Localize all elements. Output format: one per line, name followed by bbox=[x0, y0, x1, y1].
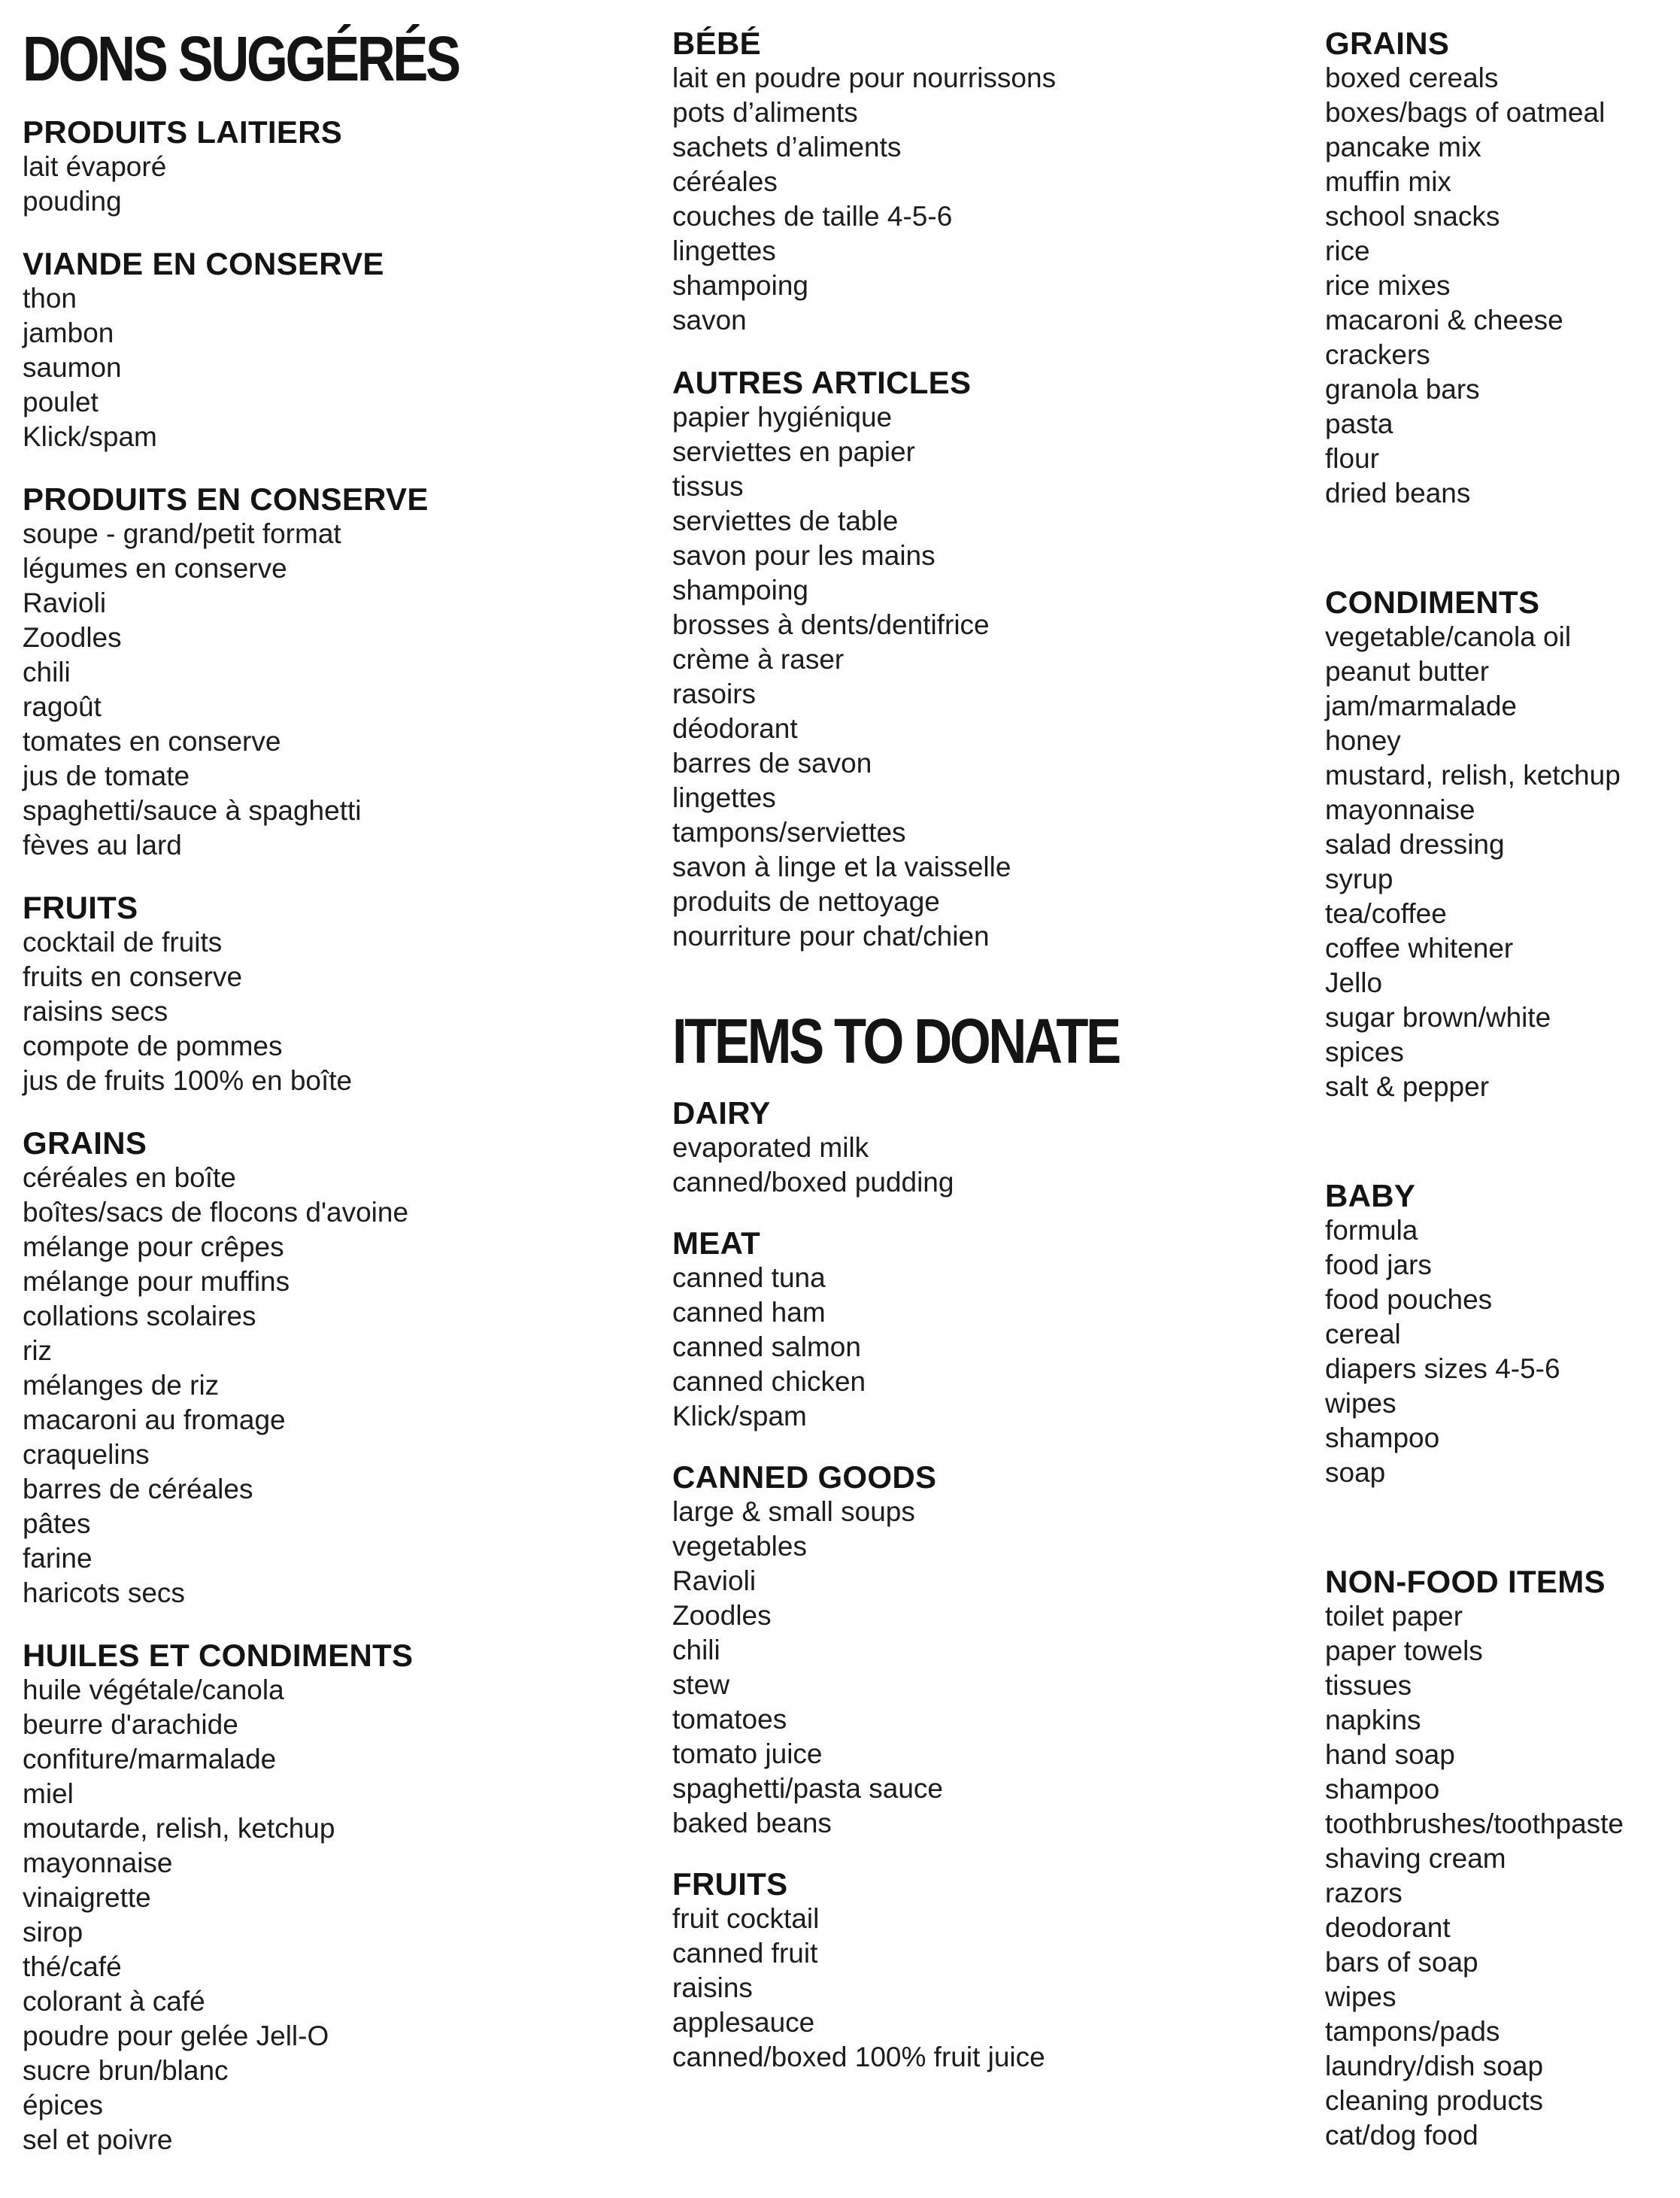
section-viande-en-conserve bbox=[23, 246, 639, 454]
list-item: savon à linge et la vaisselle bbox=[672, 852, 1011, 883]
list-item: savon bbox=[672, 305, 747, 336]
list-item: papier hygiénique bbox=[672, 402, 893, 433]
list-item: barres de céréales bbox=[23, 1474, 253, 1505]
list-item: chili bbox=[23, 657, 71, 688]
list-item: ragoût bbox=[23, 691, 102, 723]
item-list bbox=[23, 150, 639, 219]
list-item: canned chicken bbox=[672, 1366, 866, 1398]
list-item: formula bbox=[1325, 1215, 1418, 1246]
section-condiments bbox=[1325, 584, 1680, 1104]
section-title: GRAINS bbox=[23, 1125, 147, 1161]
list-item: napkins bbox=[1325, 1705, 1421, 1736]
section-title: FRUITS bbox=[23, 890, 138, 926]
list-item: shampoo bbox=[1325, 1774, 1440, 1805]
section-produits-laitiers bbox=[23, 114, 639, 219]
list-item: sugar brown/white bbox=[1325, 1002, 1551, 1034]
list-item: bars of soap bbox=[1325, 1947, 1478, 1978]
list-item: shampoing bbox=[672, 575, 809, 606]
list-item: déodorant bbox=[672, 713, 798, 745]
section-title: HUILES ET CONDIMENTS bbox=[23, 1638, 414, 1674]
section-title: GRAINS bbox=[1325, 26, 1450, 61]
list-item: sachets d’aliments bbox=[672, 132, 902, 163]
list-item: beurre d'arachide bbox=[23, 1709, 238, 1741]
list-item: canned tuna bbox=[672, 1262, 826, 1294]
list-item: huile végétale/canola bbox=[23, 1674, 284, 1706]
item-list bbox=[672, 400, 1304, 954]
list-item: food pouches bbox=[1325, 1284, 1493, 1316]
list-item: dried beans bbox=[1325, 478, 1471, 509]
list-item: pots d’aliments bbox=[672, 97, 858, 129]
section-grains-fr bbox=[23, 1125, 639, 1611]
list-item: canned ham bbox=[672, 1297, 826, 1328]
section-title: CONDIMENTS bbox=[1325, 584, 1540, 621]
page-title-english: ITEMS TO DONATE bbox=[672, 1006, 1119, 1077]
list-item: soupe - grand/petit format bbox=[23, 518, 341, 550]
list-item: wipes bbox=[1325, 1981, 1396, 2013]
list-item: boxes/bags of oatmeal bbox=[1325, 97, 1606, 129]
list-item: syrup bbox=[1325, 864, 1393, 895]
english-list-start bbox=[672, 1006, 1304, 2075]
item-list bbox=[23, 1161, 639, 1611]
list-item: peanut butter bbox=[1325, 656, 1490, 688]
list-item: tissus bbox=[672, 471, 744, 502]
item-list bbox=[1325, 61, 1680, 511]
section-huiles-et-condiments bbox=[23, 1638, 639, 2157]
item-list bbox=[23, 517, 639, 863]
list-item: sucre brun/blanc bbox=[23, 2055, 229, 2087]
list-item: mustard, relish, ketchup bbox=[1325, 760, 1621, 791]
list-item: macaroni au fromage bbox=[23, 1404, 286, 1436]
list-item: lait évaporé bbox=[23, 151, 167, 183]
section-title: FRUITS bbox=[672, 1866, 788, 1902]
section-fruits-fr bbox=[23, 890, 639, 1098]
list-item: evaporated milk bbox=[672, 1132, 869, 1164]
list-item: cleaning products bbox=[1325, 2085, 1544, 2117]
list-item: saumon bbox=[23, 352, 122, 384]
list-item: haricots secs bbox=[23, 1577, 185, 1609]
list-item: colorant à café bbox=[23, 1986, 205, 2017]
section-autres-articles bbox=[672, 365, 1304, 954]
list-item: boîtes/sacs de flocons d'avoine bbox=[23, 1197, 409, 1228]
list-item: jam/marmalade bbox=[1325, 691, 1517, 722]
list-item: mélange pour muffins bbox=[23, 1266, 290, 1298]
list-item: shampoo bbox=[1325, 1422, 1440, 1454]
list-item: compote de pommes bbox=[23, 1031, 283, 1062]
list-item: large & small soups bbox=[672, 1496, 915, 1528]
section-canned-goods bbox=[672, 1459, 1304, 1841]
list-item: Ravioli bbox=[23, 587, 107, 619]
item-list bbox=[672, 1495, 1304, 1841]
list-item: nourriture pour chat/chien bbox=[672, 921, 990, 952]
list-item: craquelins bbox=[23, 1439, 150, 1471]
list-item: coffee whitener bbox=[1325, 933, 1514, 964]
list-item: food jars bbox=[1325, 1249, 1432, 1281]
list-item: toilet paper bbox=[1325, 1601, 1463, 1632]
item-list bbox=[23, 1673, 639, 2157]
list-item: granola bars bbox=[1325, 374, 1480, 405]
list-item: shaving cream bbox=[1325, 1843, 1506, 1875]
section-meat bbox=[672, 1225, 1304, 1434]
list-item: miel bbox=[23, 1778, 74, 1810]
list-item: stew bbox=[672, 1669, 730, 1701]
list-item: confiture/marmalade bbox=[23, 1744, 277, 1775]
list-item: wipes bbox=[1325, 1388, 1396, 1419]
list-item: vinaigrette bbox=[23, 1882, 151, 1914]
section-title: AUTRES ARTICLES bbox=[672, 365, 972, 401]
section-title: BÉBÉ bbox=[672, 26, 761, 61]
list-item: pâtes bbox=[23, 1508, 91, 1540]
list-item: macaroni & cheese bbox=[1325, 305, 1563, 336]
list-item: jus de fruits 100% en boîte bbox=[23, 1065, 353, 1097]
list-item: produits de nettoyage bbox=[672, 886, 940, 918]
list-item: canned/boxed pudding bbox=[672, 1167, 954, 1198]
section-baby bbox=[1325, 1178, 1680, 1490]
list-item: jambon bbox=[23, 317, 114, 349]
list-item: pasta bbox=[1325, 408, 1393, 440]
item-list bbox=[23, 281, 639, 454]
list-item: vegetables bbox=[672, 1531, 807, 1562]
list-item: tissues bbox=[1325, 1670, 1412, 1702]
list-item: cat/dog food bbox=[1325, 2120, 1478, 2151]
list-item: school snacks bbox=[1325, 201, 1500, 232]
list-item: shampoing bbox=[672, 270, 809, 302]
section-produits-en-conserve bbox=[23, 481, 639, 863]
item-list bbox=[672, 1902, 1304, 2075]
list-item: spaghetti/sauce à spaghetti bbox=[23, 795, 362, 827]
list-item: collations scolaires bbox=[23, 1301, 256, 1332]
list-item: Zoodles bbox=[672, 1600, 772, 1632]
list-item: thon bbox=[23, 283, 77, 314]
list-item: Ravioli bbox=[672, 1565, 757, 1597]
list-item: moutarde, relish, ketchup bbox=[23, 1813, 335, 1844]
section-title: DAIRY bbox=[672, 1095, 771, 1131]
list-item: salt & pepper bbox=[1325, 1071, 1490, 1103]
list-item: tampons/serviettes bbox=[672, 817, 906, 849]
list-item: Jello bbox=[1325, 967, 1383, 999]
list-item: céréales bbox=[672, 166, 778, 198]
list-item: mayonnaise bbox=[23, 1847, 173, 1879]
list-item: fruit cocktail bbox=[672, 1903, 820, 1935]
list-item: sel et poivre bbox=[23, 2124, 173, 2156]
column-english bbox=[1325, 0, 1680, 2153]
list-item: crème à raser bbox=[672, 644, 845, 675]
list-item: canned fruit bbox=[672, 1938, 818, 1969]
list-item: serviettes de table bbox=[672, 505, 899, 537]
list-item: céréales en boîte bbox=[23, 1162, 236, 1194]
item-list bbox=[1325, 1213, 1680, 1490]
section-title: PRODUITS LAITIERS bbox=[23, 114, 343, 150]
list-item: sirop bbox=[23, 1917, 83, 1948]
list-item: muffin mix bbox=[1325, 166, 1451, 198]
list-item: Klick/spam bbox=[23, 421, 157, 453]
list-item: honey bbox=[1325, 725, 1401, 757]
list-item: tomates en conserve bbox=[23, 726, 281, 757]
list-item: spaghetti/pasta sauce bbox=[672, 1773, 943, 1805]
list-item: boxed cereals bbox=[1325, 62, 1499, 94]
list-item: flour bbox=[1325, 443, 1379, 475]
list-item: canned/boxed 100% fruit juice bbox=[672, 2042, 1045, 2073]
list-item: poulet bbox=[23, 387, 99, 418]
column-middle bbox=[672, 0, 1304, 2100]
item-list bbox=[672, 61, 1304, 338]
item-list bbox=[23, 925, 639, 1098]
list-item: poudre pour gelée Jell-O bbox=[23, 2020, 329, 2052]
list-item: jus de tomate bbox=[23, 760, 190, 792]
item-list bbox=[1325, 620, 1680, 1104]
page-title-french: DONS SUGGÉRÉS bbox=[23, 23, 459, 94]
list-item: cereal bbox=[1325, 1319, 1401, 1350]
list-item: Zoodles bbox=[23, 622, 122, 654]
list-item: thé/café bbox=[23, 1951, 122, 1983]
list-item: crackers bbox=[1325, 339, 1430, 371]
list-item: brosses à dents/dentifrice bbox=[672, 609, 990, 641]
list-item: paper towels bbox=[1325, 1635, 1483, 1667]
column-french bbox=[23, 0, 639, 2184]
section-non-food-items bbox=[1325, 1564, 1680, 2153]
list-item: lingettes bbox=[672, 782, 776, 814]
section-fruits-en bbox=[672, 1866, 1304, 2075]
list-item: hand soap bbox=[1325, 1739, 1455, 1771]
list-item: riz bbox=[23, 1335, 53, 1367]
list-item: pouding bbox=[23, 186, 122, 217]
list-item: couches de taille 4-5-6 bbox=[672, 201, 953, 232]
section-dairy bbox=[672, 1095, 1304, 1200]
list-item: Klick/spam bbox=[672, 1401, 807, 1432]
item-list bbox=[672, 1261, 1304, 1434]
section-title: BABY bbox=[1325, 1178, 1416, 1214]
list-item: mélanges de riz bbox=[23, 1370, 220, 1401]
list-item: soap bbox=[1325, 1457, 1386, 1489]
list-item: deodorant bbox=[1325, 1912, 1451, 1944]
list-item: tampons/pads bbox=[1325, 2016, 1500, 2048]
list-item: farine bbox=[23, 1543, 92, 1574]
list-item: cocktail de fruits bbox=[23, 927, 223, 958]
list-item: rasoirs bbox=[672, 679, 757, 710]
list-item: légumes en conserve bbox=[23, 553, 287, 584]
list-item: barres de savon bbox=[672, 748, 872, 779]
list-item: razors bbox=[1325, 1878, 1403, 1909]
list-item: toothbrushes/toothpaste bbox=[1325, 1808, 1624, 1840]
list-item: diapers sizes 4-5-6 bbox=[1325, 1353, 1560, 1385]
list-item: épices bbox=[23, 2090, 103, 2121]
list-item: raisins bbox=[672, 1972, 753, 2004]
section-grains-en bbox=[1325, 26, 1680, 511]
section-title: CANNED GOODS bbox=[672, 1459, 937, 1495]
list-item: rice mixes bbox=[1325, 270, 1451, 302]
list-item: canned salmon bbox=[672, 1331, 861, 1363]
list-item: serviettes en papier bbox=[672, 436, 915, 468]
list-item: laundry/dish soap bbox=[1325, 2051, 1544, 2082]
list-item: raisins secs bbox=[23, 996, 168, 1028]
item-list bbox=[1325, 1599, 1680, 2153]
list-item: salad dressing bbox=[1325, 829, 1505, 861]
list-item: tomato juice bbox=[672, 1738, 823, 1770]
section-title: VIANDE EN CONSERVE bbox=[23, 246, 384, 282]
list-item: lait en poudre pour nourrissons bbox=[672, 62, 1057, 94]
list-item: chili bbox=[672, 1635, 720, 1666]
list-item: baked beans bbox=[672, 1808, 832, 1839]
item-list bbox=[672, 1131, 1304, 1200]
list-item: fèves au lard bbox=[23, 830, 182, 861]
list-item: vegetable/canola oil bbox=[1325, 621, 1572, 653]
list-item: mélange pour crêpes bbox=[23, 1231, 284, 1263]
list-item: pancake mix bbox=[1325, 132, 1481, 163]
list-item: mayonnaise bbox=[1325, 794, 1475, 826]
section-bebe bbox=[672, 26, 1304, 338]
list-item: tea/coffee bbox=[1325, 898, 1447, 930]
list-item: applesauce bbox=[672, 2007, 815, 2039]
list-item: fruits en conserve bbox=[23, 961, 243, 993]
list-item: rice bbox=[1325, 235, 1370, 267]
list-item: spices bbox=[1325, 1037, 1404, 1068]
list-item: lingettes bbox=[672, 235, 776, 267]
list-item: tomatoes bbox=[672, 1704, 787, 1735]
section-title: MEAT bbox=[672, 1225, 761, 1261]
list-item: savon pour les mains bbox=[672, 540, 936, 572]
section-title: NON-FOOD ITEMS bbox=[1325, 1564, 1606, 1600]
section-title: PRODUITS EN CONSERVE bbox=[23, 481, 429, 518]
